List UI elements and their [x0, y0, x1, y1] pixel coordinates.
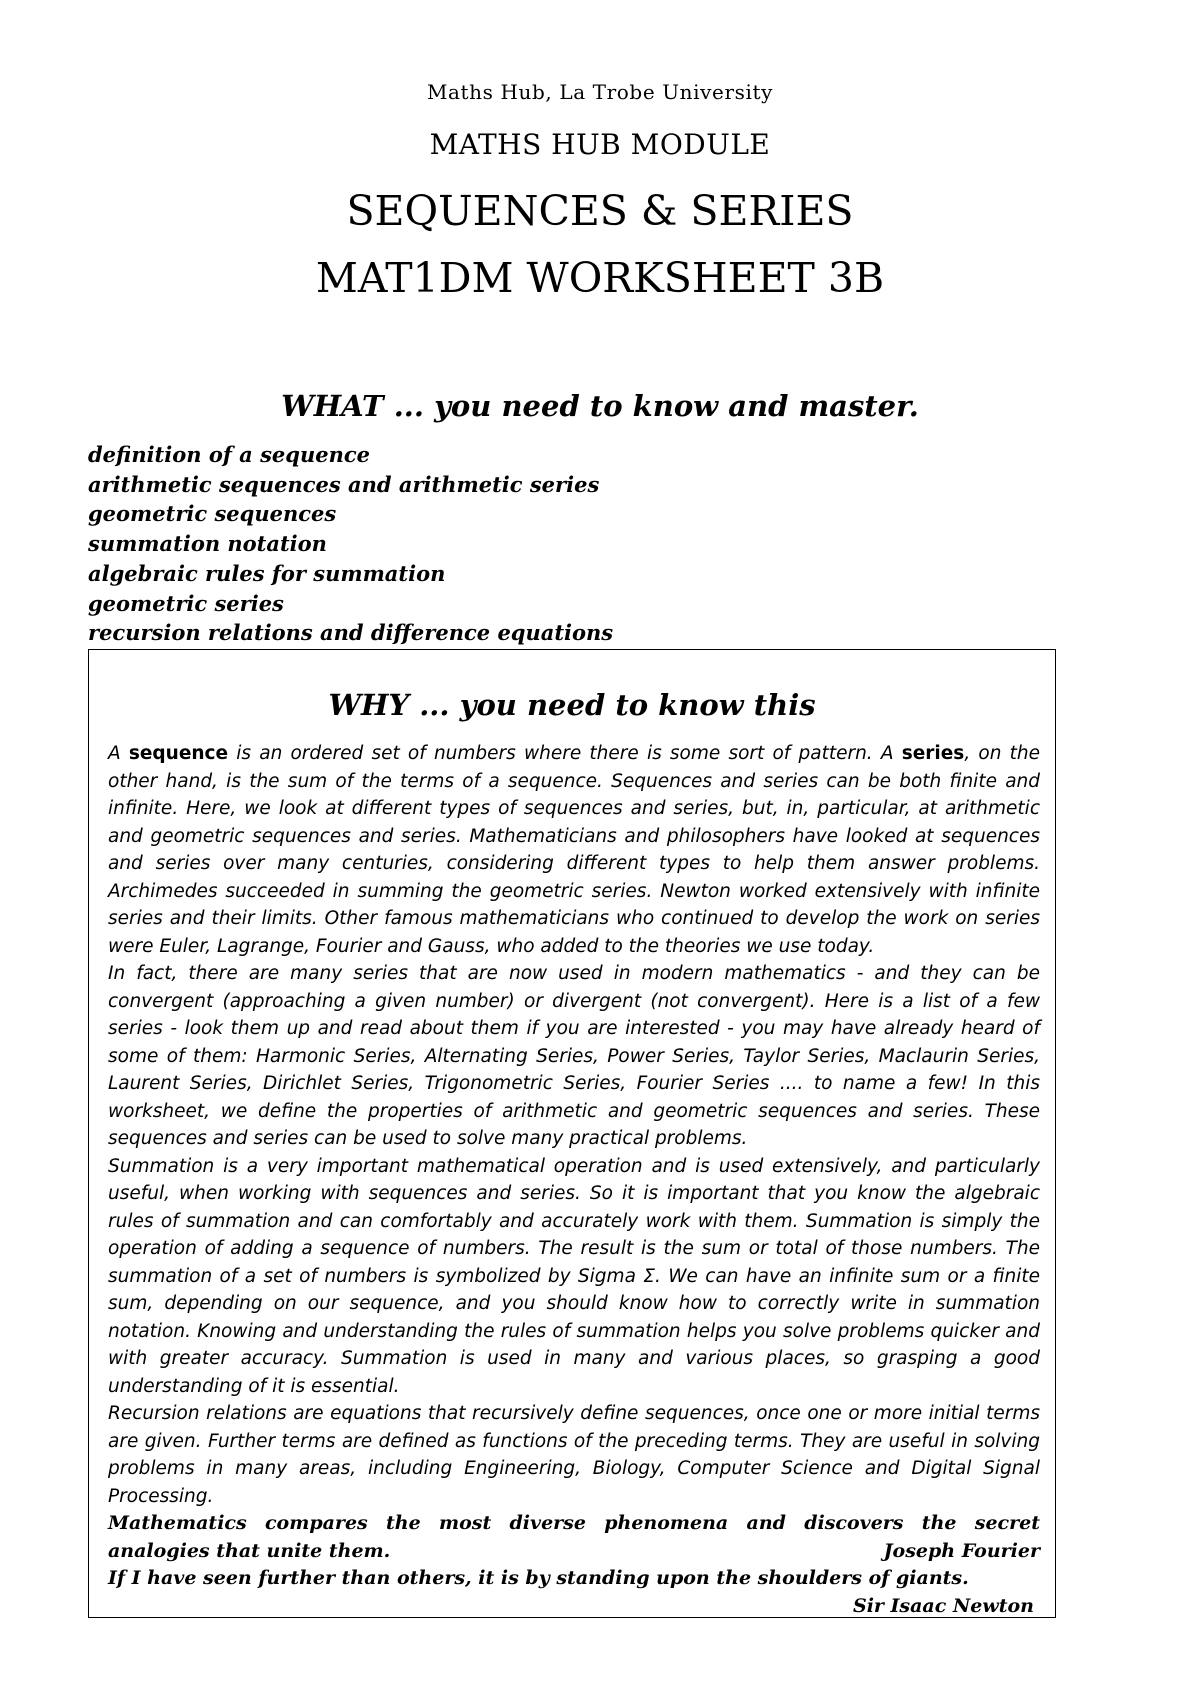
quote-fourier: Mathematics compares the most diverse phenomena and discovers the secret analogies that unite them. Joseph Fourier	[108, 1510, 1040, 1565]
paragraph-series-list: In fact, there are many series that are now used in modern mathematics - and they can be convergent (approaching a given number) or divergent (not convergent). Here is a list of a few series - look them up and read about them if you are interested - you may have already heard of some of them: Harmonic Series, Alternating Series, Power Series, Taylor Series, Maclaurin Series, Laurent Series, Dirichlet Series, Trigonometric Series, Fourier Series .... to name a few! In this worksheet, we define the properties of arithmetic and geometric sequences and series. These sequences and series can be used to solve many practical problems.	[108, 963, 1040, 1149]
paragraph-sequences: A sequence is an ordered set of numbers where there is some sort of pattern. A series, on the other hand, is the sum of the terms of a sequence. Sequences and series can be both finite and infinite. Here, we look at different types of sequences and series, but, in, particular, at arithmetic and geometric sequences and series. Mathematicians and philosophers have looked at sequences and series over many centuries, considering different types to help them answer problems. Archimedes succeeded in summing the geometric series. Newton worked extensively with infinite series and their limits. Other famous mathematicians who continued to develop the work on series were Euler, Lagrange, Fourier and Gauss, who added to the theories we use today.	[108, 743, 1040, 957]
quote-newton: If I have seen further than others, it is by standing upon the shoulders of giants.	[108, 1567, 969, 1589]
institution-name: Maths Hub, La Trobe University	[426, 80, 774, 104]
worksheet-subtitle: MAT1DM WORKSHEET 3B	[315, 254, 885, 302]
paragraph-recursion: Recursion relations are equations that recursively define sequences, once one or more initial terms are given. Further terms are defined as functions of the preceding terms. They are useful in solving problems in many areas, including Engineering, Biology, Computer Science and Digital Signal Processing.	[108, 1403, 1040, 1507]
list-item: summation notation	[88, 531, 327, 557]
why-heading: WHY ... you need to know this	[328, 688, 816, 722]
list-item: arithmetic sequences and arithmetic series	[88, 471, 600, 497]
list-item: geometric series	[88, 590, 284, 616]
why-box	[88, 649, 1056, 1618]
list-item: geometric sequences	[88, 501, 337, 527]
why-body	[108, 740, 1040, 1620]
quote-author-newton: Sir Isaac Newton	[852, 1594, 1034, 1617]
module-label: MATHS HUB MODULE	[429, 128, 771, 161]
list-item: definition of a sequence	[88, 442, 371, 467]
worksheet-title: SEQUENCES & SERIES	[346, 187, 854, 235]
quote-author-fourier: Joseph Fourier	[883, 1539, 1040, 1562]
term-series: series	[901, 743, 965, 764]
list-item: recursion relations and difference equations	[88, 620, 614, 646]
term-sequence: sequence	[128, 743, 229, 764]
what-heading: WHAT ... you need to know and master.	[281, 389, 919, 423]
topics-list	[88, 440, 613, 648]
list-item: algebraic rules for summation	[88, 560, 446, 586]
paragraph-summation: Summation is a very important mathematical operation and is used extensively, and particularly useful, when working with sequences and series. So it is important that you know the algebraic rules of summation and can comfortably and accurately work with them. Summation is simply the operation of adding a sequence of numbers. The result is the sum or total of those numbers. The summation of a set of numbers is symbolized by Sigma Σ. We can have an infinite sum or a finite sum, depending on our sequence, and you should know how to correctly write in summation notation. Knowing and understanding the rules of summation helps you solve problems quicker and with greater accuracy. Summation is used in many and various places, so grasping a good understanding of it is essential.	[108, 1155, 1040, 1397]
